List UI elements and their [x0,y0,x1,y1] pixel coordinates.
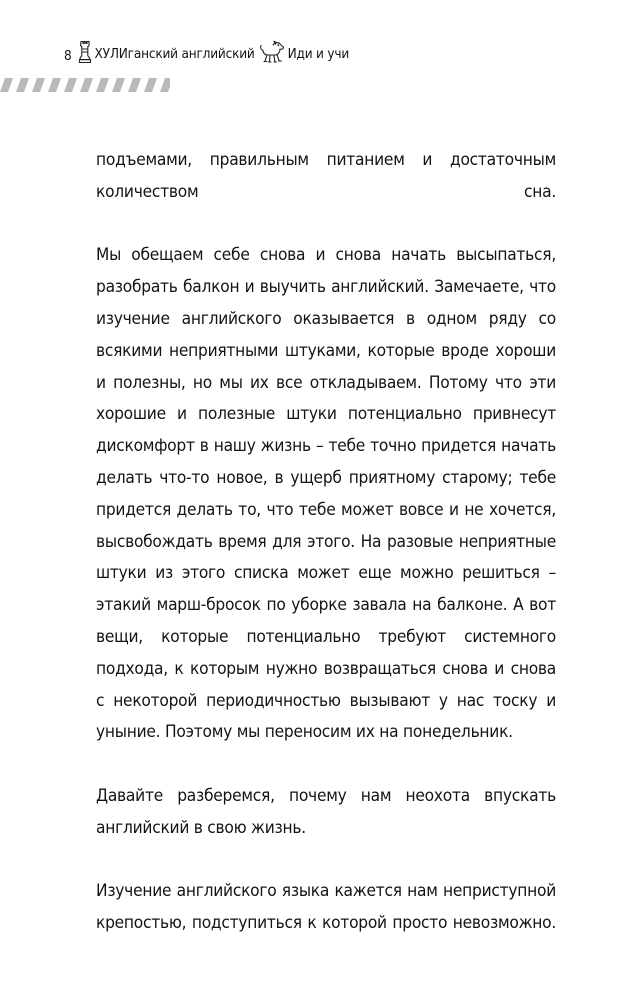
section-title: Иди и учи [287,46,350,62]
decorative-stripes [0,78,170,92]
page-number: 8 [64,48,72,64]
paragraph: подъемами, правильным питанием и достаточным количеством сна. [96,150,556,202]
paragraph: Мы обещаем себе снова и снова начать высыпаться, разобрать балкон и выучить английский. Замечаете, что изучение английского оказывается в одном ряду со всякими неприятными штуками, которые вроде хороши и полезны, но мы их все откладываем. Потому что эти хорошие и полезные штуки потенциально привнесут дискомфорт в нашу жизнь – тебе точно придется начать делать что-то новое, в ущерб приятному старому; тебе придется делать то, что тебе может вовсе и не хочется, высвобождать время для этого. На разовые неприятные штуки из этого списка может еще можно решиться – этакий марш-бросок по уборке завала на балконе. А вот вещи, которые потенциально требуют системного подхода, к которым нужно возвращаться снова и снова с некоторой периодичностью вызывают у нас тоску и уныние. Поэтому мы переносим их на понедельник. [96,245,556,743]
book-title: ХУЛИганский английский [94,46,255,62]
paragraph: Давайте разберемся, почему нам неохота впускать английский в свою жизнь. [96,785,556,838]
dog-icon [259,40,285,64]
paragraph: Изучение английского языка кажется нам неприступной крепостью, подступиться к которой просто невозможно. [96,881,556,934]
running-header [64,38,349,64]
body-text [96,145,556,940]
rook-icon [78,40,92,64]
